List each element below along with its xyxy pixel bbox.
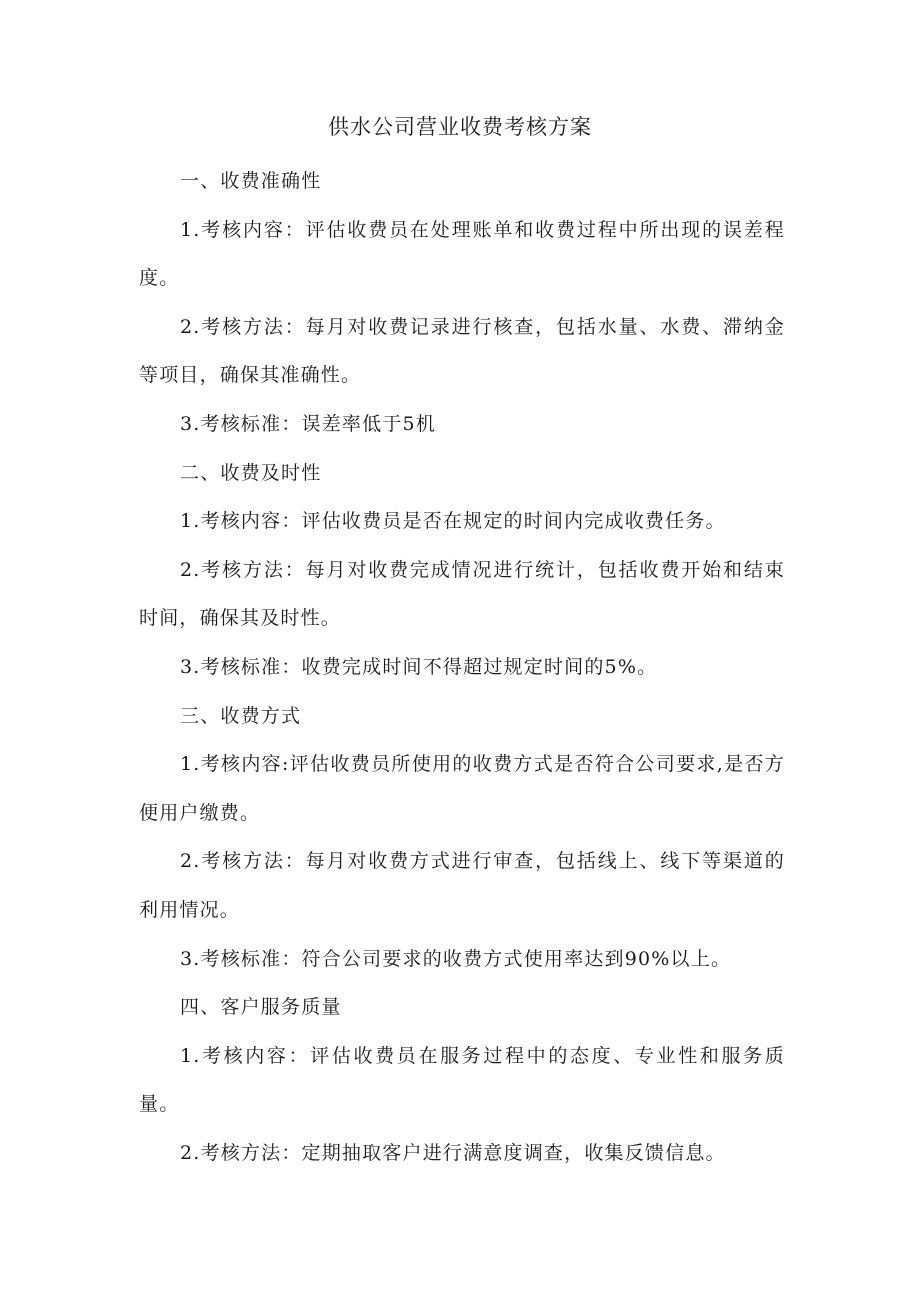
document-body <box>139 157 785 1177</box>
document-title: 供水公司营业收费考核方案 <box>328 115 592 139</box>
paragraph: 3.考核标准：符合公司要求的收费方式使用率达到90%以上。 <box>180 947 732 970</box>
section-heading: 三、收费方式 <box>180 704 302 727</box>
paragraph: 2.考核方法：每月对收费记录进行核查，包括水量、水费、滞纳金等项目，确保其准确性。 <box>139 315 785 387</box>
paragraph: 1.考核内容:评估收费员所使用的收费方式是否符合公司要求,是否方便用户缴费。 <box>139 753 785 824</box>
paragraph: 3.考核标准：误差率低于5机 <box>180 412 437 435</box>
paragraph: 2.考核方法：每月对收费方式进行审查，包括线上、线下等渠道的利用情况。 <box>139 850 785 921</box>
paragraph: 1.考核内容：评估收费员是否在规定的时间内完成收费任务。 <box>180 510 726 533</box>
paragraph: 2.考核方法：每月对收费完成情况进行统计，包括收费开始和结束时间，确保其及时性。 <box>139 558 785 630</box>
section-heading: 四、客户服务质量 <box>180 996 342 1019</box>
section-heading: 二、收费及时性 <box>180 461 322 484</box>
paragraph: 2.考核方法：定期抽取客户进行满意度调查，收集反馈信息。 <box>180 1141 726 1164</box>
paragraph: 1.考核内容：评估收费员在服务过程中的态度、专业性和服务质量。 <box>139 1044 785 1116</box>
paragraph: 3.考核标准：收费完成时间不得超过规定时间的5%。 <box>180 655 658 678</box>
section-heading: 一、收费准确性 <box>180 170 322 192</box>
paragraph: 1.考核内容：评估收费员在处理账单和收费过程中所出现的误差程度。 <box>139 218 785 290</box>
